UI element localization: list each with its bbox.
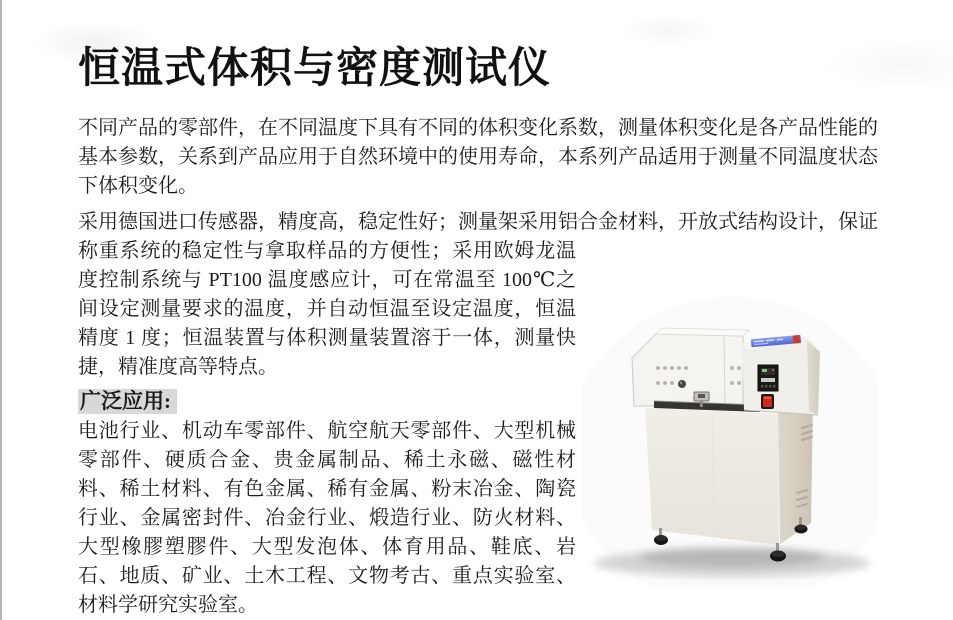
applications-heading-highlight: 广泛应用: (78, 389, 177, 414)
acrylic-cover (632, 328, 760, 412)
knob-icon (678, 380, 686, 388)
intro-paragraph: 不同产品的零部件，在不同温度下具有不同的体积变化系数，测量体积变化是各产品性能的基本参数，关系到产品应用于自然环境中的使用寿命，本系列产品适用于测量不同温度状态下体积变化。 (78, 117, 878, 198)
left-edge-line (0, 0, 2, 620)
power-switch (761, 394, 774, 409)
applications-paragraph: 电池行业、机动车零部件、航空航天零部件、大型机械零部件、硬质合金、贵金属制品、稀土永磁、磁性材料、稀土材料、有色金属、稀有金属、粉末冶金、陶瓷行业、金属密封件、冶金行业、煅造行业、防火材料、大型橡膠塑膠件、大型发泡体、体育用品、鞋底、岩石、地质、矿业、土木工程、文物考古、重点实验室、材料学研究实验室。 (78, 420, 576, 617)
control-box (742, 335, 820, 415)
machine-cabinet (645, 391, 813, 545)
product-photo (582, 237, 878, 589)
temperature-controller (758, 365, 778, 391)
page-title: 恒温式体积与密度测试仪 (78, 46, 552, 92)
features-paragraph: 采用德国进口传感器，精度高，稳定性好；测量架采用铝合金材料，开放式结构设计，保证称重系统的稳定性与拿取样品的方便性；采用欧姆龙温度控制系统与 PT100 温度感应计，可在常温至 100℃之间设定测量要求的温度，并自动恒温至设定温度，恒温精度 1 度；恒温装置与体积测量装置溶于一体，测量快捷，精准度高等特点。 (78, 211, 878, 379)
